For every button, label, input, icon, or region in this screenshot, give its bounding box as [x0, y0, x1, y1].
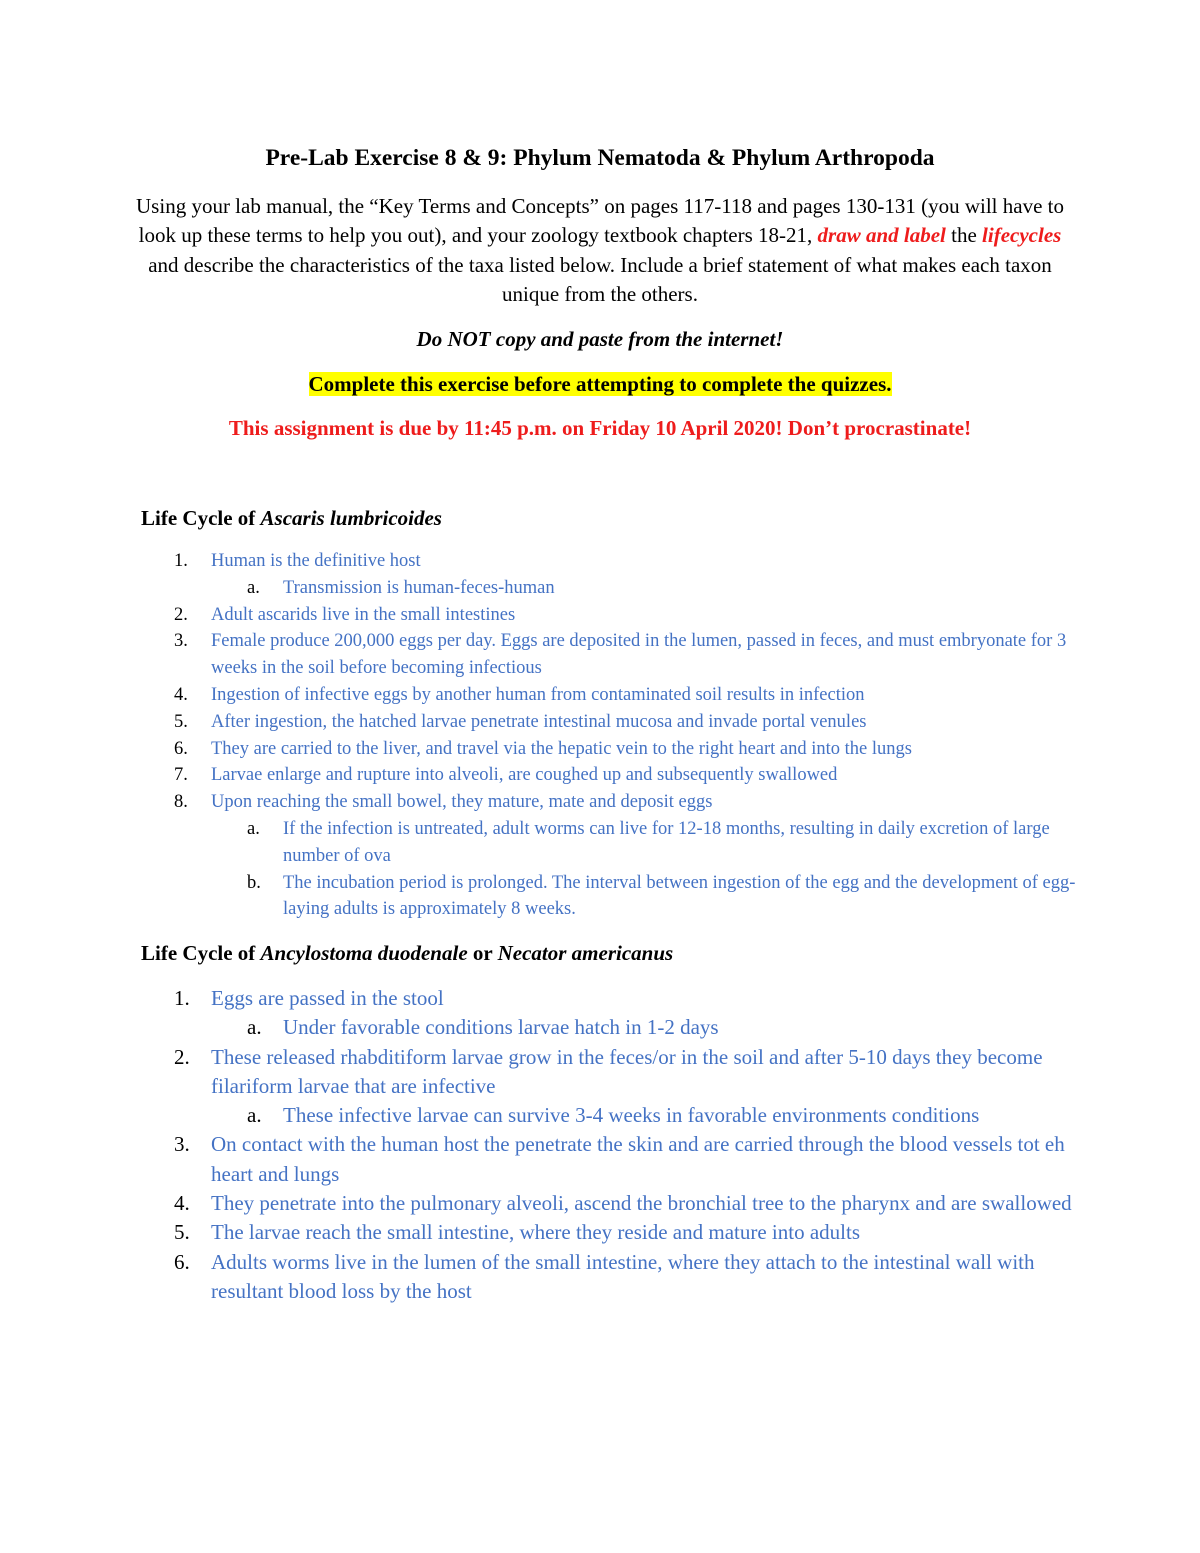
list-item: [141, 1043, 1081, 1102]
intro-text-2: the: [945, 223, 983, 248]
list-subitem: [141, 575, 1081, 602]
list-item: [141, 1189, 1081, 1218]
list-item-text: They are carried to the liver, and travel via the hepatic vein to the right heart and into the lungs: [211, 738, 912, 759]
list-item: [141, 736, 1081, 763]
intro-emphasis-lifecycles: lifecycles: [982, 223, 1062, 248]
list-subitem-text: These infective larvae can survive 3-4 weeks in favorable environments conditions: [283, 1103, 980, 1128]
list-item-text: Larvae enlarge and rupture into alveoli, are coughed up and subsequently swallowed: [211, 765, 838, 786]
list-item: [141, 762, 1081, 789]
list-item-text: Adult ascarids live in the small intestines: [211, 604, 516, 625]
list-item: [141, 682, 1081, 709]
species-name: Ascaris lumbricoides: [260, 506, 442, 530]
list-item-text: Female produce 200,000 eggs per day. Eggs are deposited in the lumen, passed in feces, and must embryonate for 3 weeks in the soil before becoming infectious: [211, 631, 1067, 679]
intro-text-1: Using your lab manual, the “Key Terms and Concepts” on pages 117-118 and pages 130-131 (you will have to look up these terms to help you out), and your zoology textbook chapters 18-21,: [136, 194, 1064, 248]
list-item-text: These released rhabditiform larvae grow in the feces/or in the soil and after 5-10 days they become filariform larvae that are infective: [211, 1044, 1043, 1098]
complete-note-highlight: Complete this exercise before attempting to complete the quizzes.: [308, 372, 892, 396]
list-item: [141, 1218, 1081, 1247]
intro-emphasis-draw-and-label: draw and label: [817, 223, 946, 248]
list-item-text: Ingestion of infective eggs by another human from contaminated soil results in infection: [211, 684, 865, 705]
list-subitem-text: Transmission is human-feces-human: [283, 577, 555, 598]
section-title-prefix: Life Cycle of: [141, 941, 261, 965]
list-subitem-text: Under favorable conditions larvae hatch in 1-2 days: [283, 1015, 719, 1040]
species-name: Necator americanus: [497, 941, 674, 965]
list-number: 6.: [174, 738, 188, 759]
list-item: [141, 628, 1081, 682]
species-name: Ancylostoma duodenale: [260, 941, 468, 965]
section-title-hookworm: [141, 939, 673, 968]
list-subitem-text: If the infection is untreated, adult worms can live for 12-18 months, resulting in daily excretion of large number of ova: [283, 818, 1050, 866]
copy-warning: Do NOT copy and paste from the internet!: [416, 327, 784, 351]
list-item: [141, 602, 1081, 629]
list-item: [141, 709, 1081, 736]
list-item-text: Upon reaching the small bowel, they mature, mate and deposit eggs: [211, 792, 713, 813]
list-item-text: They penetrate into the pulmonary alveoli, ascend the bronchial tree to the pharynx and are swallowed: [211, 1191, 1072, 1216]
complete-note: [0, 370, 1200, 399]
list-item-text: The larvae reach the small intestine, where they reside and mature into adults: [211, 1220, 861, 1245]
list-letter: a.: [247, 577, 260, 598]
list-number: 3.: [174, 631, 188, 652]
list-item-text: Human is the definitive host: [211, 551, 421, 571]
list-subitem: [141, 870, 1081, 924]
intro-paragraph: [130, 192, 1070, 309]
section-title-conjunction: or: [467, 941, 498, 965]
list-item-text: Adults worms live in the lumen of the small intestine, where they attach to the intestinal wall with resultant blood loss by the host: [211, 1249, 1035, 1303]
due-date-note: This assignment is due by 11:45 p.m. on Friday 10 April 2020! Don’t procrastinate!: [228, 416, 972, 440]
list-number: 6.: [174, 1249, 190, 1274]
list-item-text: On contact with the human host the penetrate the skin and are carried through the blood vessels tot eh heart and lungs: [211, 1132, 1065, 1186]
list-number: 3.: [174, 1132, 190, 1157]
list-letter: a.: [247, 818, 260, 839]
list-number: 7.: [174, 765, 188, 786]
list-item: [141, 984, 1081, 1013]
list-number: 1.: [174, 986, 190, 1010]
list-number: 4.: [174, 1191, 190, 1216]
list-item: [141, 1248, 1081, 1307]
list-number: 2.: [174, 604, 188, 625]
list-number: 5.: [174, 1220, 190, 1245]
list-number: 1.: [174, 551, 188, 571]
list-number: 2.: [174, 1044, 190, 1069]
list-item: [141, 789, 1081, 816]
list-letter: b.: [247, 872, 261, 893]
list-number: 8.: [174, 792, 188, 813]
intro-text-3: and describe the characteristics of the taxa listed below. Include a brief statement of what makes each taxon unique from the others.: [148, 252, 1052, 306]
list-number: 4.: [174, 684, 188, 705]
list-subitem: [141, 1013, 1081, 1042]
page-title: Pre-Lab Exercise 8 & 9: Phylum Nematoda & Phylum Arthropoda: [265, 145, 935, 171]
list-number: 5.: [174, 711, 188, 732]
section-title-prefix: Life Cycle of: [141, 506, 261, 530]
list-item-text: After ingestion, the hatched larvae penetrate intestinal mucosa and invade portal venules: [211, 711, 867, 732]
ascaris-lifecycle-list: [141, 548, 1081, 923]
list-subitem: [141, 1101, 1081, 1130]
list-letter: a.: [247, 1103, 262, 1128]
list-subitem-text: The incubation period is prolonged. The interval between ingestion of the egg and the development of egg-laying adults is approximately 8 weeks.: [283, 872, 1076, 920]
list-item: [141, 548, 1081, 575]
list-letter: a.: [247, 1015, 262, 1040]
list-item-text: Eggs are passed in the stool: [211, 986, 444, 1010]
hookworm-lifecycle-list: [141, 984, 1081, 1306]
list-item: [141, 1130, 1081, 1189]
list-subitem: [141, 816, 1081, 870]
section-title-ascaris: [141, 504, 442, 533]
